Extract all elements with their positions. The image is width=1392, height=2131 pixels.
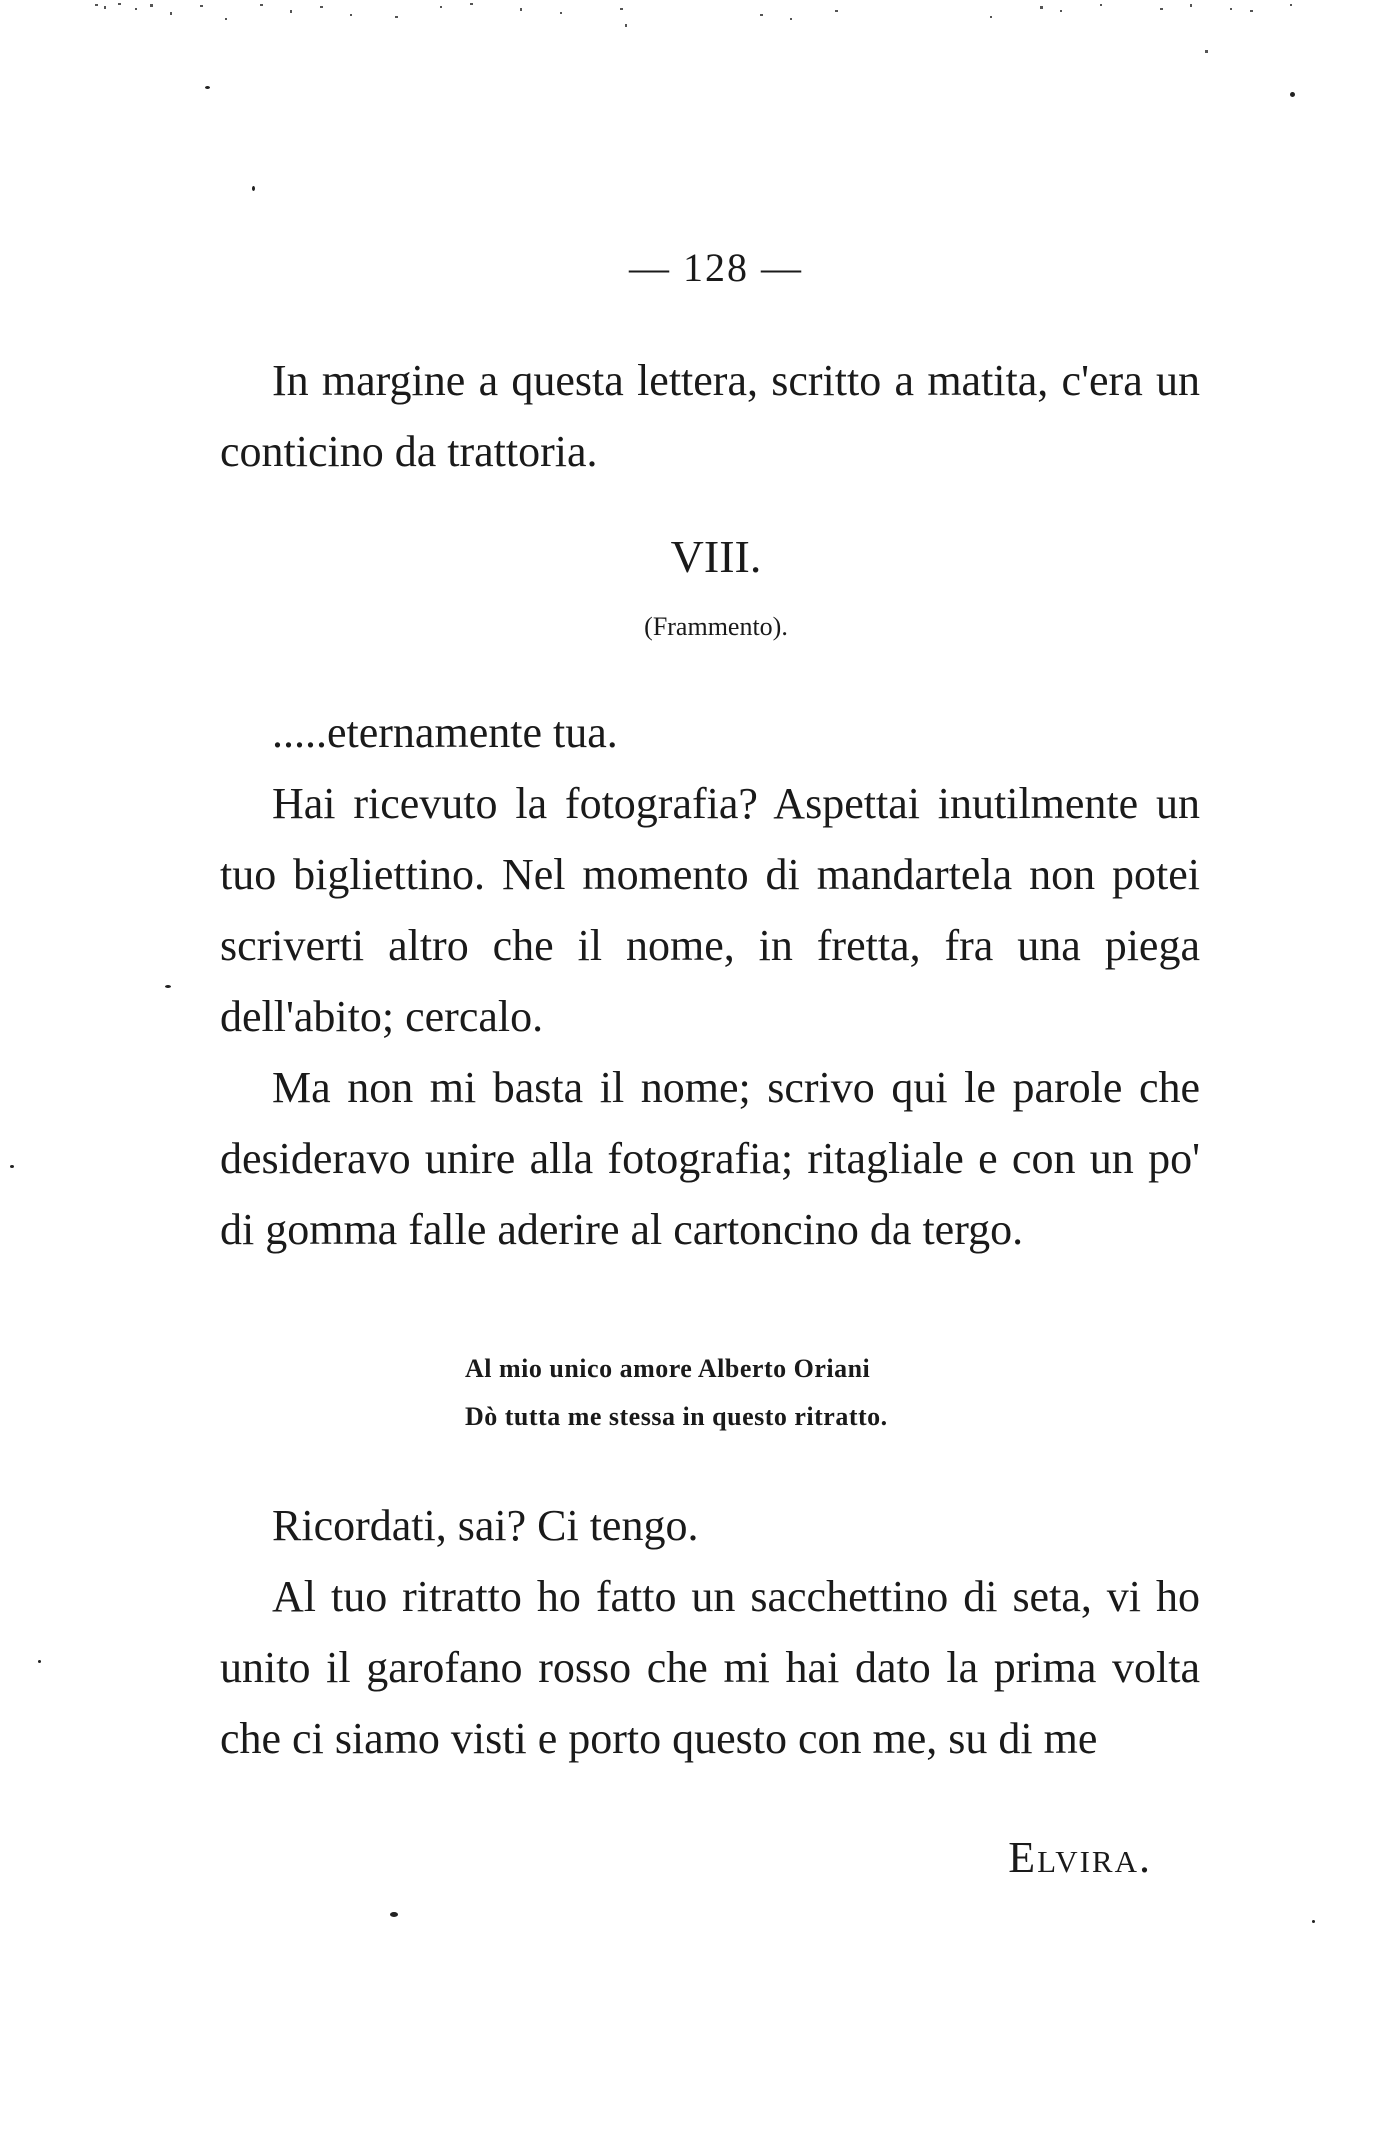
signature-name: Elvira.	[1008, 1833, 1152, 1882]
scan-noise-decoration	[0, 0, 1392, 60]
scan-speck	[390, 1912, 398, 1917]
scan-speck	[165, 985, 171, 988]
scan-speck	[252, 186, 255, 191]
letter-paragraph-1: Hai ricevuto la fotografia? Aspettai inutilmente un tuo bigliettino. Nel momento di mandartela non potei scriverti altro che il nome, in fretta, fra una piega dell'abito; cercalo.	[220, 779, 1200, 1041]
intro-paragraph-block	[220, 345, 1200, 487]
scan-speck	[205, 86, 210, 89]
section-title: VIII.	[670, 531, 762, 582]
inscription-line-2: Dò tutta me stessa in questo ritratto.	[465, 1402, 888, 1431]
scan-speck	[1312, 1920, 1315, 1923]
closing-paragraph-2: Al tuo ritratto ho fatto un sacchettino di seta, vi ho unito il garofano rosso che mi hai dato la prima volta che ci siamo visti e porto questo con me, su di me	[220, 1572, 1200, 1763]
closing-body	[220, 1490, 1200, 1774]
page-number: — 128 —	[629, 245, 803, 290]
closing-paragraph-1: Ricordati, sai? Ci tengo.	[272, 1501, 699, 1550]
scan-speck	[10, 1165, 14, 1168]
scan-speck	[1290, 92, 1295, 97]
letter-body	[220, 697, 1200, 1265]
scan-speck	[38, 1660, 41, 1663]
intro-paragraph: In margine a questa lettera, scritto a matita, c'era un conticino da trattoria.	[220, 356, 1200, 476]
signature	[1008, 1832, 1152, 1883]
inscription-line-1: Al mio unico amore Alberto Oriani	[465, 1354, 871, 1383]
photo-inscription	[465, 1345, 888, 1441]
section-subtitle: (Frammento).	[644, 612, 788, 641]
letter-opening: .....eternamente tua.	[272, 708, 618, 757]
letter-paragraph-2: Ma non mi basta il nome; scrivo qui le parole che desideravo unire alla fotografia; ritagliale e con un po' di gomma falle aderire al cartoncino da tergo.	[220, 1063, 1200, 1254]
